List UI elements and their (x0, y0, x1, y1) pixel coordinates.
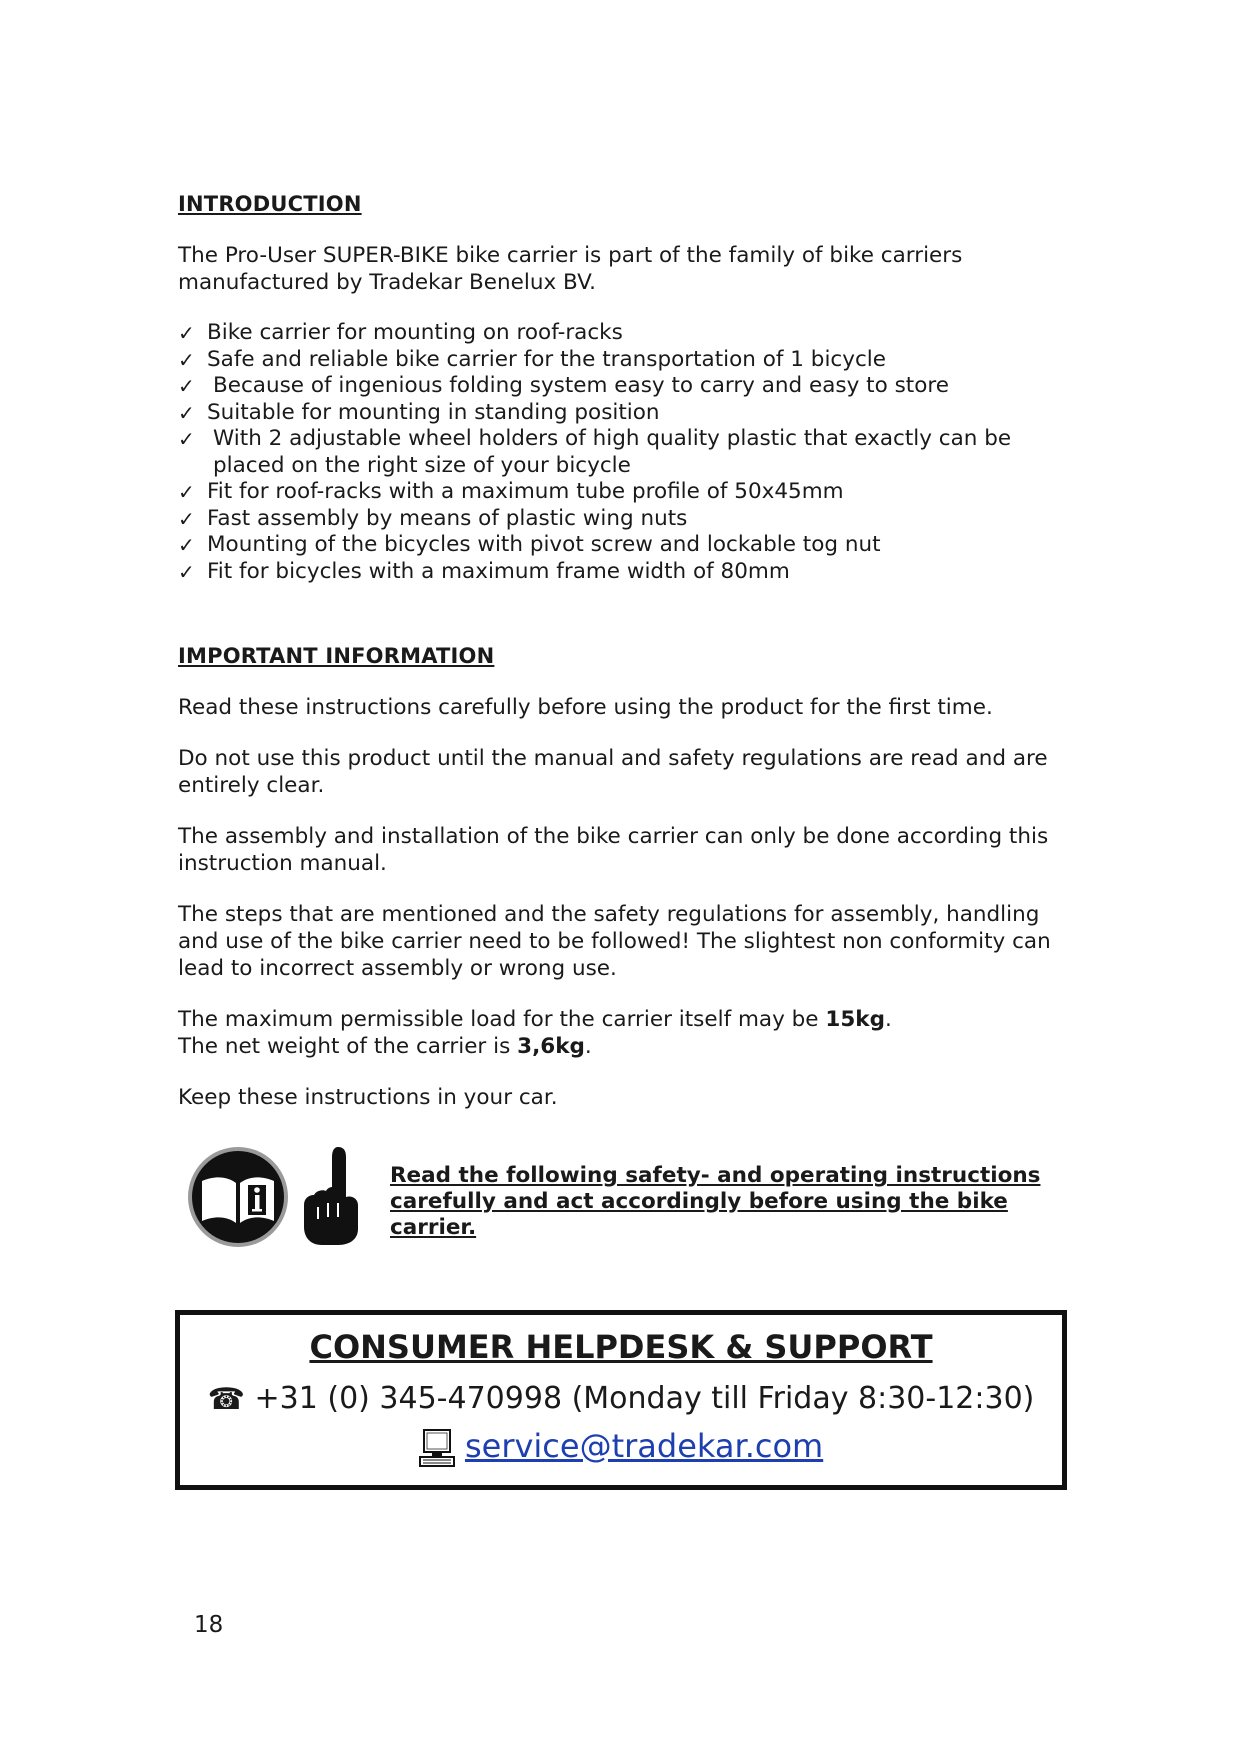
check-icon: ✓ (178, 480, 195, 504)
important-heading: IMPORTANT INFORMATION (178, 644, 495, 668)
page-number: 18 (194, 1612, 224, 1638)
net-weight-line (178, 1033, 1078, 1060)
pointing-hand-icon (300, 1145, 364, 1247)
max-load-line (178, 1006, 1078, 1033)
feature-list (178, 320, 1078, 585)
list-item (178, 320, 1078, 347)
introduction-heading: INTRODUCTION (178, 192, 362, 216)
check-icon: ✓ (178, 400, 195, 425)
helpdesk-title: CONSUMER HELPDESK & SUPPORT (309, 1328, 933, 1366)
list-item (178, 373, 1078, 400)
list-item (178, 532, 1078, 559)
check-icon: ✓ (178, 559, 195, 584)
list-item (178, 426, 1078, 479)
important-paragraph-4: The steps that are mentioned and the safety regulations for assembly, handling and use of the bike carrier need to be followed! The slightest non conformity can lead to incorrect assembly or wrong use. (178, 902, 1051, 981)
check-icon: ✓ (178, 321, 195, 345)
helpdesk-email-line (180, 1426, 1062, 1467)
feature-text: Fit for bicycles with a maximum frame width of 80mm (207, 558, 790, 584)
feature-text: Because of ingenious folding system easy to carry and easy to store (213, 373, 949, 398)
max-load-label: The maximum permissible load for the carrier itself may be (178, 1007, 826, 1032)
telephone-icon: ☎ (207, 1381, 245, 1417)
check-icon: ✓ (178, 533, 195, 557)
info-book-icon (186, 1145, 290, 1249)
introduction-paragraph: The Pro-User SUPER-BIKE bike carrier is part of the family of bike carriers manufactured by Tradekar Benelux BV. (178, 243, 963, 295)
important-paragraph-2: Do not use this product until the manual and safety regulations are read and are entirely clear. (178, 746, 1048, 798)
max-load-value: 15kg (825, 1007, 885, 1032)
list-item (178, 479, 1078, 506)
net-weight-value: 3,6kg (517, 1034, 585, 1059)
list-item (178, 347, 1078, 374)
list-item (178, 559, 1078, 586)
net-weight-suffix: . (584, 1034, 592, 1059)
safety-notice-text: Read the following safety- and operating instructions carefully and act accordingly before using the bike carrier. (390, 1163, 1041, 1240)
important-paragraph-6: Keep these instructions in your car. (178, 1085, 558, 1110)
max-load-suffix: . (884, 1007, 892, 1032)
computer-icon (419, 1429, 455, 1467)
feature-text: Suitable for mounting in standing position (207, 399, 660, 425)
feature-text: Safe and reliable bike carrier for the transportation of 1 bicycle (207, 346, 886, 372)
safety-notice (186, 1145, 1066, 1255)
feature-text: Fit for roof-racks with a maximum tube profile of 50x45mm (207, 479, 844, 504)
feature-text: Mounting of the bicycles with pivot screw and lockable tog nut (207, 532, 881, 557)
important-paragraph-3: The assembly and installation of the bike carrier can only be done according this instruction manual. (178, 824, 1049, 876)
important-paragraph-1: Read these instructions carefully before using the product for the first time. (178, 695, 993, 720)
list-item (178, 400, 1078, 427)
helpdesk-phone-number: +31 (0) 345-470998 (Monday till Friday 8:30-12:30) (254, 1381, 1035, 1416)
helpdesk-email-link[interactable]: service@tradekar.com (464, 1426, 824, 1465)
helpdesk-phone-line (180, 1379, 1062, 1420)
main-content (178, 190, 1078, 1135)
feature-text: Fast assembly by means of plastic wing nuts (207, 505, 688, 531)
check-icon: ✓ (178, 347, 195, 372)
feature-text: Bike carrier for mounting on roof-racks (207, 320, 623, 345)
check-icon: ✓ (178, 374, 195, 398)
check-icon: ✓ (178, 506, 195, 531)
net-weight-label: The net weight of the carrier is (178, 1034, 518, 1059)
feature-text: With 2 adjustable wheel holders of high quality plastic that exactly can be placed on the right size of your bicycle (213, 426, 1012, 478)
consumer-helpdesk-box (175, 1310, 1067, 1490)
list-item (178, 506, 1078, 533)
check-icon: ✓ (178, 427, 195, 451)
